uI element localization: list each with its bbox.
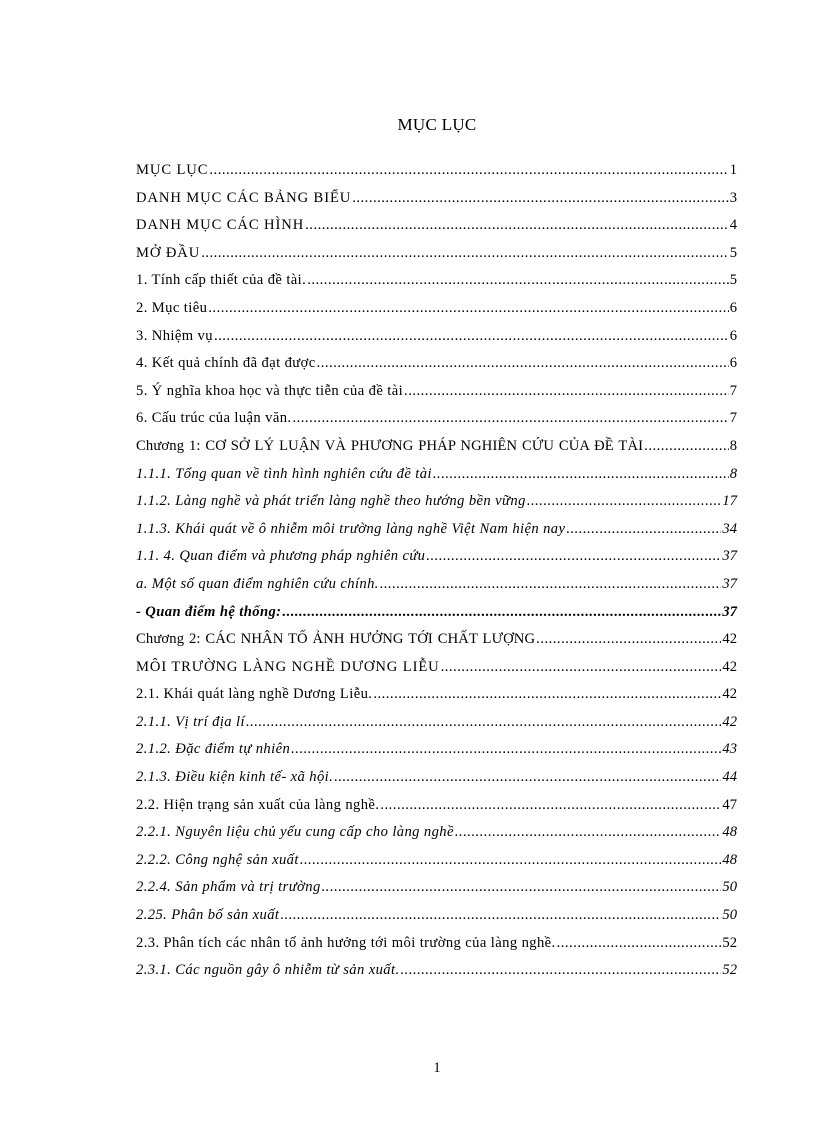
toc-entry-text: MÔI TRƯỜNG LÀNG NGHỀ DƯƠNG LIỄU bbox=[136, 658, 440, 675]
toc-entry-text: MỤC LỤC bbox=[136, 162, 209, 178]
toc-entry-page: 52 bbox=[722, 934, 737, 951]
toc-leader-dots bbox=[426, 548, 721, 565]
toc-entry-text: Chương 1: CƠ SỞ LÝ LUẬN VÀ PHƯƠNG PHÁP NGHIÊN CỨU CỦA ĐỀ TÀI bbox=[136, 437, 644, 454]
toc-leader-dots bbox=[566, 521, 721, 538]
toc-entry-text: 1.1. 4. Quan điểm và phương pháp nghiên cứu bbox=[136, 548, 426, 565]
toc-entry[interactable] bbox=[136, 548, 737, 576]
toc-leader-dots bbox=[317, 355, 729, 372]
toc-entry-text: DANH MỤC CÁC BẢNG BIỂU bbox=[136, 189, 352, 206]
toc-entry-page: 42 bbox=[722, 631, 737, 648]
toc-entry-page: 43 bbox=[722, 741, 737, 758]
toc-entry-text: 2.1.3. Điều kiện kinh tế- xã hội. bbox=[136, 769, 334, 786]
toc-entry-chapter-2[interactable] bbox=[136, 631, 737, 659]
toc-entry[interactable] bbox=[136, 272, 737, 300]
toc-entry-chapter-2-cont[interactable] bbox=[136, 659, 737, 687]
toc-leader-dots bbox=[380, 797, 721, 814]
toc-leader-dots bbox=[527, 493, 722, 510]
toc-entry[interactable] bbox=[136, 493, 737, 521]
toc-entry-page: 50 bbox=[722, 907, 737, 924]
toc-entry[interactable] bbox=[136, 852, 737, 880]
toc-entry[interactable] bbox=[136, 879, 737, 907]
toc-entry-text: 3. Nhiệm vụ bbox=[136, 327, 213, 344]
toc-entry-text: a. Một số quan điểm nghiên cứu chính. bbox=[136, 575, 379, 592]
toc-entry[interactable] bbox=[136, 521, 737, 549]
toc-entry-page: 42 bbox=[722, 713, 737, 730]
toc-entry-page: 8 bbox=[729, 465, 737, 482]
toc-entry-page: 3 bbox=[729, 189, 737, 206]
toc-entry-text: 2.1.1. Vị trí địa lí bbox=[136, 713, 245, 730]
toc-entry-text: 2.2.1. Nguyên liệu chủ yếu cung cấp cho làng nghề bbox=[136, 824, 454, 841]
toc-leader-dots bbox=[644, 438, 729, 455]
toc-entry[interactable] bbox=[136, 797, 737, 825]
toc-leader-dots bbox=[352, 190, 728, 207]
toc-entry-text: 1.1.3. Khái quát về ô nhiễm môi trường làng nghề Việt Nam hiện nay bbox=[136, 520, 566, 537]
toc-leader-dots bbox=[307, 272, 729, 289]
table-of-contents bbox=[136, 162, 737, 990]
toc-entry-page: 48 bbox=[722, 851, 737, 868]
toc-leader-dots bbox=[557, 935, 722, 952]
toc-entry-text: 2.25. Phân bố sản xuất bbox=[136, 907, 280, 924]
toc-entry-list-of-tables[interactable] bbox=[136, 190, 737, 218]
toc-entry[interactable] bbox=[136, 935, 737, 963]
toc-leader-dots bbox=[292, 410, 728, 427]
toc-entry-muc-luc[interactable] bbox=[136, 162, 737, 190]
toc-leader-dots bbox=[214, 328, 729, 345]
toc-leader-dots bbox=[282, 604, 721, 621]
toc-entry[interactable] bbox=[136, 300, 737, 328]
toc-entry-page: 48 bbox=[722, 824, 737, 841]
page-number: 1 bbox=[433, 1060, 441, 1076]
toc-entry-page: 17 bbox=[722, 493, 737, 510]
toc-leader-dots bbox=[404, 383, 729, 400]
toc-entry-page: 4 bbox=[729, 217, 737, 234]
toc-leader-dots bbox=[201, 245, 729, 262]
toc-entry-page: 6 bbox=[729, 355, 737, 372]
toc-entry[interactable] bbox=[136, 824, 737, 852]
toc-entry-page: 6 bbox=[729, 327, 737, 344]
toc-entry-page: 37 bbox=[722, 548, 737, 565]
toc-entry[interactable] bbox=[136, 328, 737, 356]
toc-entry-text: 6. Cấu trúc của luận văn. bbox=[136, 410, 292, 427]
toc-entry-page: 5 bbox=[729, 244, 737, 261]
toc-entry[interactable] bbox=[136, 962, 737, 990]
toc-entry-page: 50 bbox=[722, 879, 737, 896]
page-title: MỤC LỤC bbox=[397, 115, 477, 134]
toc-entry-page: 47 bbox=[722, 796, 737, 813]
toc-entry-introduction[interactable] bbox=[136, 245, 737, 273]
toc-entry[interactable] bbox=[136, 466, 737, 494]
toc-entry-text: 4. Kết quả chính đã đạt được bbox=[136, 355, 316, 372]
toc-entry[interactable] bbox=[136, 410, 737, 438]
toc-entry-text: Chương 2: CÁC NHÂN TỐ ẢNH HƯỞNG TỚI CHẤT LƯỢNG bbox=[136, 631, 536, 648]
toc-entry-page: 37 bbox=[722, 603, 737, 620]
toc-entry[interactable] bbox=[136, 769, 737, 797]
toc-entry-page: 7 bbox=[729, 382, 737, 399]
toc-leader-dots bbox=[401, 962, 722, 979]
toc-leader-dots bbox=[300, 852, 722, 869]
toc-entry-text: 1.1.2. Làng nghề và phát triển làng nghề theo hướng bền vững bbox=[136, 493, 526, 510]
toc-entry-text: 2.2. Hiện trạng sản xuất của làng nghề. bbox=[136, 796, 380, 813]
toc-entry[interactable] bbox=[136, 686, 737, 714]
toc-entry[interactable] bbox=[136, 355, 737, 383]
toc-entry-page: 34 bbox=[722, 520, 737, 537]
toc-entry-text: MỞ ĐẦU bbox=[136, 244, 201, 261]
toc-leader-dots bbox=[441, 659, 722, 676]
toc-entry[interactable] bbox=[136, 576, 737, 604]
toc-entry-text: DANH MỤC CÁC HÌNH bbox=[136, 217, 305, 234]
toc-entry-page: 44 bbox=[722, 769, 737, 786]
toc-leader-dots bbox=[455, 824, 722, 841]
toc-entry-page: 7 bbox=[729, 410, 737, 427]
toc-entry-page: 42 bbox=[722, 686, 737, 703]
toc-entry-page: 37 bbox=[722, 575, 737, 592]
toc-leader-dots bbox=[280, 907, 721, 924]
toc-entry-list-of-figures[interactable] bbox=[136, 217, 737, 245]
toc-entry-page: 6 bbox=[729, 299, 737, 316]
toc-entry-page: 8 bbox=[729, 437, 737, 454]
toc-entry[interactable] bbox=[136, 604, 737, 632]
toc-leader-dots bbox=[246, 714, 721, 731]
toc-entry[interactable] bbox=[136, 714, 737, 742]
toc-leader-dots bbox=[334, 769, 721, 786]
toc-entry-text: 2.1. Khái quát làng nghề Dương Liễu. bbox=[136, 686, 373, 703]
toc-leader-dots bbox=[322, 879, 722, 896]
toc-entry-text: 2.1.2. Đặc điểm tự nhiên bbox=[136, 741, 291, 758]
toc-entry-text: 2.3. Phân tích các nhân tố ảnh hưởng tới môi trường của làng nghề. bbox=[136, 934, 556, 951]
toc-entry-text: 2.3.1. Các nguồn gây ô nhiễm từ sản xuất. bbox=[136, 962, 400, 979]
toc-leader-dots bbox=[291, 741, 721, 758]
toc-entry-text: 2.2.2. Công nghệ sản xuất bbox=[136, 851, 299, 868]
toc-entry[interactable] bbox=[136, 907, 737, 935]
toc-leader-dots bbox=[208, 300, 728, 317]
toc-entry-page: 1 bbox=[729, 162, 737, 178]
toc-entry[interactable] bbox=[136, 741, 737, 769]
toc-leader-dots bbox=[433, 466, 729, 483]
toc-entry-text: 1. Tính cấp thiết của đề tài. bbox=[136, 272, 307, 289]
toc-entry-page: 42 bbox=[722, 658, 737, 675]
toc-entry-text: 2. Mục tiêu bbox=[136, 299, 208, 316]
toc-entry-text: 2.2.4. Sản phẩm và trị trường bbox=[136, 879, 321, 896]
toc-entry-page: 5 bbox=[729, 272, 737, 289]
toc-entry[interactable] bbox=[136, 383, 737, 411]
toc-entry-text: 1.1.1. Tổng quan về tình hình nghiên cứu đề tài bbox=[136, 465, 432, 482]
toc-leader-dots bbox=[305, 217, 729, 234]
toc-leader-dots bbox=[536, 631, 721, 648]
toc-leader-dots bbox=[380, 576, 722, 593]
toc-leader-dots bbox=[209, 162, 728, 179]
toc-leader-dots bbox=[373, 686, 721, 703]
toc-entry-chapter-1[interactable] bbox=[136, 438, 737, 466]
toc-entry-text: - Quan điểm hệ thống: bbox=[136, 603, 282, 620]
toc-entry-page: 52 bbox=[722, 962, 737, 979]
toc-entry-text: 5. Ý nghĩa khoa học và thực tiễn của đề tài bbox=[136, 382, 404, 399]
